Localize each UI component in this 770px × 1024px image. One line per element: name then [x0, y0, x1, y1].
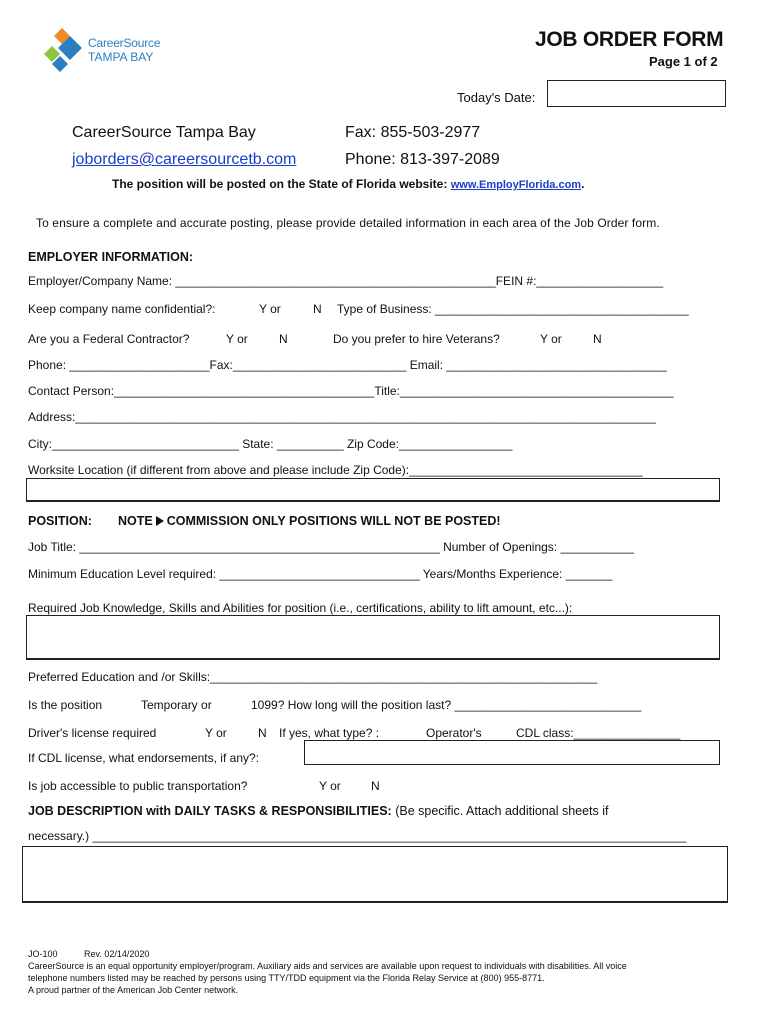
veterans-label: Do you prefer to hire Veterans?	[333, 332, 500, 346]
footer-eeo-line2: telephone numbers listed may be reached by persons using TTY/TDD equipment via the Florida Relay Service at (800) 955-8771.	[28, 973, 545, 983]
phone-fax-email-field[interactable]: Phone: _____________________Fax:__________________________ Email: _________________________________	[28, 358, 667, 372]
job-description-input[interactable]	[22, 846, 728, 903]
agency-email-link[interactable]: joborders@careersourcetb.com	[72, 151, 297, 168]
education-field[interactable]: Minimum Education Level required: ______________________________ Years/Months Experience: _______	[28, 567, 613, 581]
posted-statement	[112, 177, 584, 191]
instructions-text: To ensure a complete and accurate posting, please provide detailed information in each area of the Job Order form.	[36, 216, 660, 230]
veterans-no[interactable]: N	[593, 332, 602, 346]
job-description-hint: (Be specific. Attach additional sheets if	[395, 804, 609, 818]
form-title: JOB ORDER FORM	[535, 28, 724, 51]
veterans-yes[interactable]: Y or	[540, 332, 562, 346]
posted-period: .	[581, 177, 585, 191]
company-name-field[interactable]: Employer/Company Name: ________________________________________________FEIN #:___________________	[28, 274, 664, 288]
worksite-input[interactable]	[26, 478, 720, 502]
form-revision: Rev. 02/14/2020	[84, 949, 150, 959]
logo-text-careersource: CareerSource	[88, 36, 161, 50]
knowledge-label: Required Job Knowledge, Skills and Abilities for position (i.e., certifications, ability to lift amount, etc...):	[28, 601, 573, 615]
worksite-label: Worksite Location (if different from above and please include Zip Code):___________________________________	[28, 463, 643, 477]
job-description-line: necessary.) _________________________________________________________________________________________	[28, 829, 687, 843]
license-type-label: If yes, what type? :	[279, 726, 380, 740]
job-description-heading-row	[28, 804, 609, 818]
federal-no[interactable]: N	[279, 332, 288, 346]
preferred-education-field[interactable]: Preferred Education and /or Skills:__________________________________________________________	[28, 670, 598, 684]
posted-text: The position will be posted on the State of Florida website:	[112, 177, 448, 191]
license-label: Driver's license required	[28, 726, 157, 740]
arrow-right-icon	[156, 516, 164, 526]
todays-date-field[interactable]	[547, 80, 726, 107]
business-type-field[interactable]: Type of Business: ______________________________________	[337, 302, 689, 316]
agency-name: CareerSource Tampa Bay	[72, 124, 256, 141]
transportation-no[interactable]: N	[371, 779, 380, 793]
confidential-label: Keep company name confidential?:	[28, 302, 216, 316]
duration-field[interactable]: 1099? How long will the position last? ____________________________	[251, 698, 642, 712]
confidential-yes[interactable]: Y or	[259, 302, 281, 316]
address-field[interactable]: Address:_______________________________________________________________________________________	[28, 410, 656, 424]
transportation-yes[interactable]: Y or	[319, 779, 341, 793]
federal-contractor-label: Are you a Federal Contractor?	[28, 332, 190, 346]
note-label: NOTE	[118, 514, 153, 528]
agency-phone: Phone: 813-397-2089	[345, 151, 500, 168]
city-state-zip-field[interactable]: City:____________________________ State: __________ Zip Code:_________________	[28, 437, 513, 451]
todays-date-label: Today's Date:	[457, 90, 536, 105]
position-heading: POSITION:	[28, 514, 92, 528]
license-yes[interactable]: Y or	[205, 726, 227, 740]
cdl-class-field[interactable]: CDL class:________________	[516, 726, 681, 740]
agency-fax: Fax: 855-503-2977	[345, 124, 481, 141]
contact-title-field[interactable]: Contact Person:_______________________________________Title:_________________________________________	[28, 384, 674, 398]
position-type-label: Is the position	[28, 698, 103, 712]
temporary-option[interactable]: Temporary or	[141, 698, 212, 712]
commission-note	[118, 514, 501, 528]
page-number: Page 1 of 2	[649, 54, 718, 69]
confidential-no[interactable]: N	[313, 302, 322, 316]
careersource-logo	[38, 26, 178, 74]
knowledge-input[interactable]	[26, 615, 720, 660]
employflorida-link[interactable]: www.EmployFlorida.com	[450, 179, 582, 191]
transportation-label: Is job accessible to public transportation?	[28, 779, 248, 793]
federal-yes[interactable]: Y or	[226, 332, 248, 346]
job-description-heading: JOB DESCRIPTION with DAILY TASKS & RESPONSIBILITIES:	[28, 804, 392, 818]
form-id-row	[28, 949, 149, 959]
logo-text-tampa-bay: TAMPA BAY	[88, 50, 154, 64]
job-title-field[interactable]: Job Title: ______________________________________________________ Number of Openings: ___________	[28, 540, 634, 554]
license-no[interactable]: N	[258, 726, 267, 740]
footer-eeo-line1: CareerSource is an equal opportunity employer/program. Auxiliary aids and services are available upon request to individuals with disabilities. All voice	[28, 961, 627, 971]
form-id: JO-100	[28, 949, 58, 959]
note-text: COMMISSION ONLY POSITIONS WILL NOT BE POSTED!	[166, 514, 501, 528]
footer-partner: A proud partner of the American Job Center network.	[28, 985, 239, 995]
logo-mark-icon	[38, 26, 86, 74]
endorsements-input[interactable]	[304, 740, 720, 765]
operators-option[interactable]: Operator's	[426, 726, 482, 740]
endorsements-label: If CDL license, what endorsements, if any?:	[28, 751, 259, 765]
employer-heading: EMPLOYER INFORMATION:	[28, 250, 194, 264]
